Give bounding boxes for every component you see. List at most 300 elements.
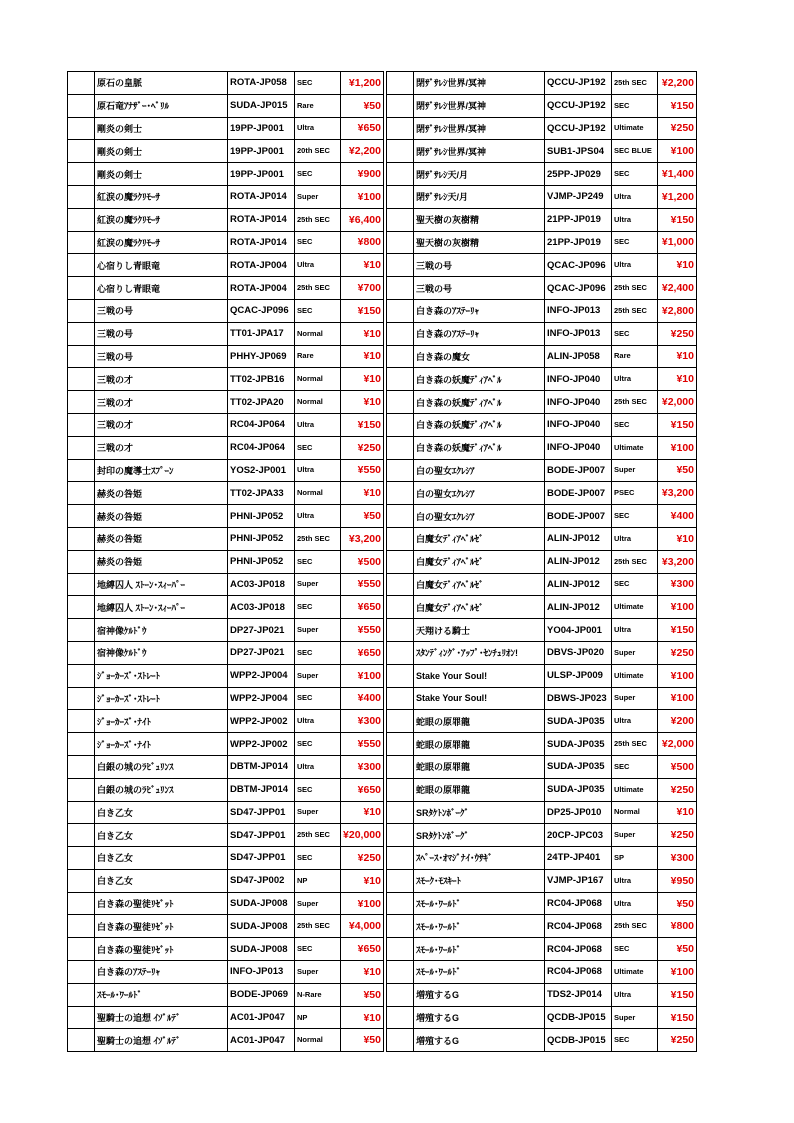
- table-row: [68, 938, 384, 961]
- row-blank-cell: [387, 459, 414, 482]
- price-cell: ¥250: [341, 847, 384, 870]
- card-code-cell: RC04-JP068: [545, 938, 612, 961]
- row-blank-cell: [68, 208, 95, 231]
- card-code-cell: DP25-JP010: [545, 801, 612, 824]
- card-code-cell: ALIN-JP012: [545, 573, 612, 596]
- row-blank-cell: [387, 733, 414, 756]
- table-row: [387, 550, 697, 573]
- table-row: [68, 391, 384, 414]
- row-blank-cell: [68, 482, 95, 505]
- rarity-cell: 25th SEC: [612, 550, 658, 573]
- card-name-cell: 紅涙の魔ﾗｸﾘﾓｰｻ: [95, 208, 228, 231]
- card-code-cell: RC04-JP068: [545, 892, 612, 915]
- row-blank-cell: [68, 641, 95, 664]
- card-name-cell: 地縛囚人 ｽﾄｰﾝ･ｽｨｰﾊﾟｰ: [95, 596, 228, 619]
- table-row: [68, 185, 384, 208]
- card-code-cell: SD47-JPP01: [228, 801, 295, 824]
- card-code-cell: DP27-JP021: [228, 641, 295, 664]
- rarity-cell: Ultra: [295, 117, 341, 140]
- card-name-cell: 白き森の聖徒ﾘｾﾞｯﾄ: [95, 892, 228, 915]
- row-blank-cell: [68, 778, 95, 801]
- card-code-cell: BODE-JP007: [545, 459, 612, 482]
- card-code-cell: BODE-JP007: [545, 505, 612, 528]
- table-row: [68, 915, 384, 938]
- row-blank-cell: [387, 482, 414, 505]
- card-code-cell: SUDA-JP008: [228, 938, 295, 961]
- table-row: [68, 755, 384, 778]
- card-code-cell: QCAC-JP096: [545, 254, 612, 277]
- card-code-cell: SD47-JPP01: [228, 824, 295, 847]
- row-blank-cell: [387, 710, 414, 733]
- row-blank-cell: [68, 710, 95, 733]
- price-cell: ¥550: [341, 573, 384, 596]
- rarity-cell: SEC: [612, 505, 658, 528]
- card-name-cell: 白き森の魔女: [414, 345, 545, 368]
- table-row: [68, 550, 384, 573]
- row-blank-cell: [68, 368, 95, 391]
- card-code-cell: ROTA-JP004: [228, 277, 295, 300]
- card-code-cell: WPP2-JP004: [228, 687, 295, 710]
- rarity-cell: Ultra: [612, 983, 658, 1006]
- price-cell: ¥10: [341, 869, 384, 892]
- rarity-cell: Normal: [295, 322, 341, 345]
- table-row: [387, 938, 697, 961]
- row-blank-cell: [387, 391, 414, 414]
- row-blank-cell: [387, 527, 414, 550]
- card-name-cell: 三戦の才: [95, 391, 228, 414]
- price-cell: ¥50: [341, 505, 384, 528]
- row-blank-cell: [387, 163, 414, 186]
- card-name-cell: 聖天樹の灰樹精: [414, 231, 545, 254]
- card-code-cell: ALIN-JP012: [545, 550, 612, 573]
- price-cell: ¥10: [341, 1006, 384, 1029]
- row-blank-cell: [387, 641, 414, 664]
- card-name-cell: 三戦の号: [414, 254, 545, 277]
- row-blank-cell: [387, 938, 414, 961]
- card-name-cell: 三戦の号: [414, 277, 545, 300]
- card-code-cell: TT02-JPA20: [228, 391, 295, 414]
- row-blank-cell: [387, 413, 414, 436]
- price-cell: ¥10: [658, 254, 697, 277]
- price-cell: ¥100: [658, 961, 697, 984]
- table-row: [387, 322, 697, 345]
- card-code-cell: 20CP-JPC03: [545, 824, 612, 847]
- rarity-cell: Ultra: [612, 185, 658, 208]
- table-row: [387, 778, 697, 801]
- card-code-cell: SD47-JP002: [228, 869, 295, 892]
- price-cell: ¥300: [341, 755, 384, 778]
- card-code-cell: DP27-JP021: [228, 619, 295, 642]
- table-row: [68, 140, 384, 163]
- price-cell: ¥150: [341, 299, 384, 322]
- price-cell: ¥250: [341, 436, 384, 459]
- card-code-cell: INFO-JP013: [545, 322, 612, 345]
- price-cell: ¥800: [341, 231, 384, 254]
- card-name-cell: 三戦の号: [95, 299, 228, 322]
- card-name-cell: 白き乙女: [95, 847, 228, 870]
- table-row: [68, 72, 384, 95]
- row-blank-cell: [387, 254, 414, 277]
- row-blank-cell: [387, 961, 414, 984]
- price-cell: ¥150: [658, 94, 697, 117]
- row-blank-cell: [387, 345, 414, 368]
- table-row: [68, 299, 384, 322]
- price-cell: ¥10: [341, 368, 384, 391]
- row-blank-cell: [68, 915, 95, 938]
- price-cell: ¥250: [658, 322, 697, 345]
- rarity-cell: 25th SEC: [612, 915, 658, 938]
- table-row: [387, 345, 697, 368]
- row-blank-cell: [68, 391, 95, 414]
- row-blank-cell: [68, 459, 95, 482]
- table-row: [387, 1029, 697, 1052]
- table-row: [387, 1006, 697, 1029]
- card-name-cell: ｽﾓｰﾙ･ﾜｰﾙﾄﾞ: [95, 983, 228, 1006]
- row-blank-cell: [68, 687, 95, 710]
- table-row: [387, 641, 697, 664]
- rarity-cell: SEC: [612, 938, 658, 961]
- card-name-cell: 閉ｻﾞｻﾚｼ世界/冥神: [414, 117, 545, 140]
- table-row: [387, 733, 697, 756]
- rarity-cell: Normal: [295, 1029, 341, 1052]
- rarity-cell: 20th SEC: [295, 140, 341, 163]
- row-blank-cell: [387, 801, 414, 824]
- row-blank-cell: [68, 345, 95, 368]
- rarity-cell: 25th SEC: [295, 824, 341, 847]
- card-name-cell: 白銀の城のﾗﾋﾞｭﾘﾝｽ: [95, 778, 228, 801]
- row-blank-cell: [387, 436, 414, 459]
- row-blank-cell: [68, 755, 95, 778]
- table-row: [387, 847, 697, 870]
- card-code-cell: ALIN-JP012: [545, 596, 612, 619]
- row-blank-cell: [68, 619, 95, 642]
- row-blank-cell: [68, 413, 95, 436]
- table-row: [387, 208, 697, 231]
- price-cell: ¥650: [341, 596, 384, 619]
- table-row: [387, 185, 697, 208]
- price-cell: ¥500: [658, 755, 697, 778]
- card-name-cell: 白魔女ﾃﾞｨｱﾍﾞﾙｾﾞ: [414, 527, 545, 550]
- card-name-cell: ｼﾞｮｰｶｰｽﾞ･ｽﾄﾚｰﾄ: [95, 664, 228, 687]
- card-code-cell: QCAC-JP096: [545, 277, 612, 300]
- row-blank-cell: [68, 436, 95, 459]
- card-code-cell: SUB1-JPS04: [545, 140, 612, 163]
- row-blank-cell: [387, 505, 414, 528]
- rarity-cell: SEC: [612, 163, 658, 186]
- rarity-cell: Super: [612, 1006, 658, 1029]
- price-cell: ¥150: [658, 208, 697, 231]
- rarity-cell: Ultra: [612, 892, 658, 915]
- table-row: [387, 527, 697, 550]
- card-code-cell: ULSP-JP009: [545, 664, 612, 687]
- rarity-cell: Ultimate: [612, 778, 658, 801]
- card-code-cell: WPP2-JP002: [228, 733, 295, 756]
- card-code-cell: PHNI-JP052: [228, 550, 295, 573]
- price-cell: ¥400: [658, 505, 697, 528]
- card-name-cell: 地縛囚人 ｽﾄｰﾝ･ｽｨｰﾊﾟｰ: [95, 573, 228, 596]
- card-code-cell: RC04-JP068: [545, 961, 612, 984]
- row-blank-cell: [387, 185, 414, 208]
- card-code-cell: BODE-JP007: [545, 482, 612, 505]
- card-code-cell: QCDB-JP015: [545, 1006, 612, 1029]
- card-name-cell: 白き森のｱｽﾃｰﾘｬ: [414, 322, 545, 345]
- card-code-cell: PHNI-JP052: [228, 505, 295, 528]
- rarity-cell: Super: [295, 185, 341, 208]
- card-name-cell: 白の聖女ｴｸﾚｼｱ: [414, 459, 545, 482]
- table-row: [387, 596, 697, 619]
- card-code-cell: 21PP-JP019: [545, 208, 612, 231]
- row-blank-cell: [68, 664, 95, 687]
- price-cell: ¥10: [658, 345, 697, 368]
- rarity-cell: Super: [612, 687, 658, 710]
- card-name-cell: 白魔女ﾃﾞｨｱﾍﾞﾙｾﾞ: [414, 573, 545, 596]
- rarity-cell: 25th SEC: [295, 527, 341, 550]
- rarity-cell: N-Rare: [295, 983, 341, 1006]
- table-row: [68, 983, 384, 1006]
- rarity-cell: SEC: [295, 436, 341, 459]
- price-cell: ¥100: [658, 596, 697, 619]
- table-row: [68, 869, 384, 892]
- price-cell: ¥50: [658, 459, 697, 482]
- rarity-cell: Ultra: [612, 208, 658, 231]
- rarity-cell: Rare: [295, 94, 341, 117]
- card-code-cell: ROTA-JP058: [228, 72, 295, 95]
- price-cell: ¥150: [658, 1006, 697, 1029]
- card-code-cell: RC04-JP068: [545, 915, 612, 938]
- rarity-cell: SEC: [295, 938, 341, 961]
- card-code-cell: 19PP-JP001: [228, 117, 295, 140]
- row-blank-cell: [68, 983, 95, 1006]
- row-blank-cell: [387, 847, 414, 870]
- card-code-cell: ROTA-JP004: [228, 254, 295, 277]
- row-blank-cell: [68, 733, 95, 756]
- price-cell: ¥150: [658, 619, 697, 642]
- price-cell: ¥3,200: [658, 550, 697, 573]
- table-row: [387, 94, 697, 117]
- card-code-cell: TDS2-JP014: [545, 983, 612, 1006]
- row-blank-cell: [387, 299, 414, 322]
- card-name-cell: 白き森の妖魔ﾃﾞｨｱﾍﾞﾙ: [414, 368, 545, 391]
- card-name-cell: 閉ｻﾞｻﾚｼ天/月: [414, 185, 545, 208]
- card-name-cell: 聖騎士の追想 ｲｿﾞﾙﾃﾞ: [95, 1029, 228, 1052]
- price-cell: ¥2,800: [658, 299, 697, 322]
- table-row: [68, 231, 384, 254]
- price-cell: ¥2,400: [658, 277, 697, 300]
- price-cell: ¥700: [341, 277, 384, 300]
- table-row: [387, 391, 697, 414]
- card-code-cell: TT02-JPA33: [228, 482, 295, 505]
- card-name-cell: 白き乙女: [95, 824, 228, 847]
- table-row: [387, 163, 697, 186]
- card-code-cell: ROTA-JP014: [228, 231, 295, 254]
- table-row: [68, 345, 384, 368]
- card-code-cell: SD47-JPP01: [228, 847, 295, 870]
- card-name-cell: 原石の皇脈: [95, 72, 228, 95]
- card-name-cell: 増殖するG: [414, 983, 545, 1006]
- card-name-cell: 紅涙の魔ﾗｸﾘﾓｰｻ: [95, 231, 228, 254]
- row-blank-cell: [68, 505, 95, 528]
- rarity-cell: SEC: [295, 550, 341, 573]
- rarity-cell: SEC: [295, 163, 341, 186]
- table-row: [387, 459, 697, 482]
- card-name-cell: ｽﾍﾟｰｽ･ｵﾏｼﾞﾅｲ･ｳｻｷﾞ: [414, 847, 545, 870]
- card-code-cell: TT01-JPA17: [228, 322, 295, 345]
- price-cell: ¥50: [658, 938, 697, 961]
- card-name-cell: 白き森のｱｽﾃｰﾘｬ: [414, 299, 545, 322]
- price-cell: ¥1,400: [658, 163, 697, 186]
- price-cell: ¥250: [658, 824, 697, 847]
- table-row: [68, 847, 384, 870]
- rarity-cell: Ultra: [612, 710, 658, 733]
- table-row: [68, 1029, 384, 1052]
- price-cell: ¥250: [658, 1029, 697, 1052]
- card-name-cell: 赫炎の咎姫: [95, 527, 228, 550]
- row-blank-cell: [387, 778, 414, 801]
- price-cell: ¥250: [658, 641, 697, 664]
- table-row: [68, 710, 384, 733]
- rarity-cell: Ultimate: [612, 117, 658, 140]
- card-name-cell: 閉ｻﾞｻﾚｼ世界/冥神: [414, 140, 545, 163]
- row-blank-cell: [68, 117, 95, 140]
- rarity-cell: Normal: [295, 482, 341, 505]
- rarity-cell: SP: [612, 847, 658, 870]
- card-code-cell: INFO-JP013: [545, 299, 612, 322]
- card-name-cell: 白き乙女: [95, 869, 228, 892]
- price-cell: ¥10: [341, 391, 384, 414]
- card-name-cell: 閉ｻﾞｻﾚｼ天/月: [414, 163, 545, 186]
- card-code-cell: 21PP-JP019: [545, 231, 612, 254]
- card-name-cell: 白銀の城のﾗﾋﾞｭﾘﾝｽ: [95, 755, 228, 778]
- price-cell: ¥1,200: [341, 72, 384, 95]
- left-table-body: [68, 72, 384, 1052]
- price-cell: ¥10: [341, 254, 384, 277]
- table-row: [387, 117, 697, 140]
- card-name-cell: 赫炎の咎姫: [95, 482, 228, 505]
- card-code-cell: DBWS-JP023: [545, 687, 612, 710]
- price-cell: ¥50: [341, 983, 384, 1006]
- rarity-cell: SEC: [295, 687, 341, 710]
- row-blank-cell: [68, 527, 95, 550]
- card-code-cell: WPP2-JP004: [228, 664, 295, 687]
- rarity-cell: SEC: [612, 755, 658, 778]
- rarity-cell: Ultra: [295, 413, 341, 436]
- card-name-cell: 閉ｻﾞｻﾚｼ世界/冥神: [414, 72, 545, 95]
- rarity-cell: Ultimate: [612, 436, 658, 459]
- row-blank-cell: [68, 801, 95, 824]
- rarity-cell: SEC: [612, 1029, 658, 1052]
- table-row: [387, 140, 697, 163]
- rarity-cell: Super: [295, 801, 341, 824]
- rarity-cell: SEC: [295, 641, 341, 664]
- card-code-cell: VJMP-JP167: [545, 869, 612, 892]
- card-code-cell: ROTA-JP014: [228, 208, 295, 231]
- row-blank-cell: [387, 983, 414, 1006]
- table-row: [387, 72, 697, 95]
- price-cell: ¥10: [341, 801, 384, 824]
- table-row: [68, 254, 384, 277]
- rarity-cell: Ultra: [295, 459, 341, 482]
- table-row: [68, 368, 384, 391]
- row-blank-cell: [68, 140, 95, 163]
- price-cell: ¥10: [658, 801, 697, 824]
- card-code-cell: SUDA-JP035: [545, 755, 612, 778]
- card-code-cell: QCCU-JP192: [545, 117, 612, 140]
- table-row: [387, 231, 697, 254]
- row-blank-cell: [68, 1006, 95, 1029]
- card-name-cell: 白魔女ﾃﾞｨｱﾍﾞﾙｾﾞ: [414, 596, 545, 619]
- card-name-cell: 天翔ける騎士: [414, 619, 545, 642]
- card-name-cell: 宿神像ｹﾙﾄﾞｳ: [95, 619, 228, 642]
- card-code-cell: TT02-JPB16: [228, 368, 295, 391]
- row-blank-cell: [387, 869, 414, 892]
- table-row: [68, 413, 384, 436]
- card-code-cell: AC01-JP047: [228, 1006, 295, 1029]
- row-blank-cell: [387, 231, 414, 254]
- row-blank-cell: [68, 847, 95, 870]
- card-name-cell: Stake Your Soul!: [414, 664, 545, 687]
- rarity-cell: Ultra: [295, 755, 341, 778]
- card-code-cell: ALIN-JP058: [545, 345, 612, 368]
- rarity-cell: 25th SEC: [295, 277, 341, 300]
- card-code-cell: INFO-JP040: [545, 391, 612, 414]
- table-row: [68, 117, 384, 140]
- card-name-cell: 白き乙女: [95, 801, 228, 824]
- row-blank-cell: [68, 961, 95, 984]
- table-row: [68, 641, 384, 664]
- table-row: [68, 778, 384, 801]
- rarity-cell: SEC: [612, 231, 658, 254]
- row-blank-cell: [387, 892, 414, 915]
- table-row: [387, 961, 697, 984]
- row-blank-cell: [387, 1029, 414, 1052]
- rarity-cell: Normal: [295, 368, 341, 391]
- table-row: [387, 254, 697, 277]
- table-row: [68, 436, 384, 459]
- table-row: [68, 163, 384, 186]
- rarity-cell: Ultra: [295, 254, 341, 277]
- row-blank-cell: [387, 915, 414, 938]
- table-row: [68, 801, 384, 824]
- table-row: [68, 892, 384, 915]
- table-row: [387, 277, 697, 300]
- card-name-cell: SRﾀｹﾄﾝﾎﾞｰｸﾞ: [414, 824, 545, 847]
- card-name-cell: 剛炎の剣士: [95, 163, 228, 186]
- card-name-cell: 蛇眼の原罪龍: [414, 710, 545, 733]
- card-code-cell: SUDA-JP015: [228, 94, 295, 117]
- price-cell: ¥20,000: [341, 824, 384, 847]
- table-row: [387, 368, 697, 391]
- row-blank-cell: [68, 573, 95, 596]
- price-cell: ¥800: [658, 915, 697, 938]
- card-code-cell: 25PP-JP029: [545, 163, 612, 186]
- rarity-cell: Super: [295, 892, 341, 915]
- price-cell: ¥100: [658, 140, 697, 163]
- card-name-cell: 封印の魔導士ｽﾌﾟｰﾝ: [95, 459, 228, 482]
- price-cell: ¥150: [658, 413, 697, 436]
- price-cell: ¥550: [341, 733, 384, 756]
- price-cell: ¥10: [341, 482, 384, 505]
- table-row: [387, 413, 697, 436]
- row-blank-cell: [68, 938, 95, 961]
- price-cell: ¥2,200: [341, 140, 384, 163]
- rarity-cell: 25th SEC: [295, 915, 341, 938]
- row-blank-cell: [387, 140, 414, 163]
- price-cell: ¥50: [341, 94, 384, 117]
- table-row: [68, 664, 384, 687]
- row-blank-cell: [68, 322, 95, 345]
- card-code-cell: INFO-JP013: [228, 961, 295, 984]
- card-code-cell: AC03-JP018: [228, 573, 295, 596]
